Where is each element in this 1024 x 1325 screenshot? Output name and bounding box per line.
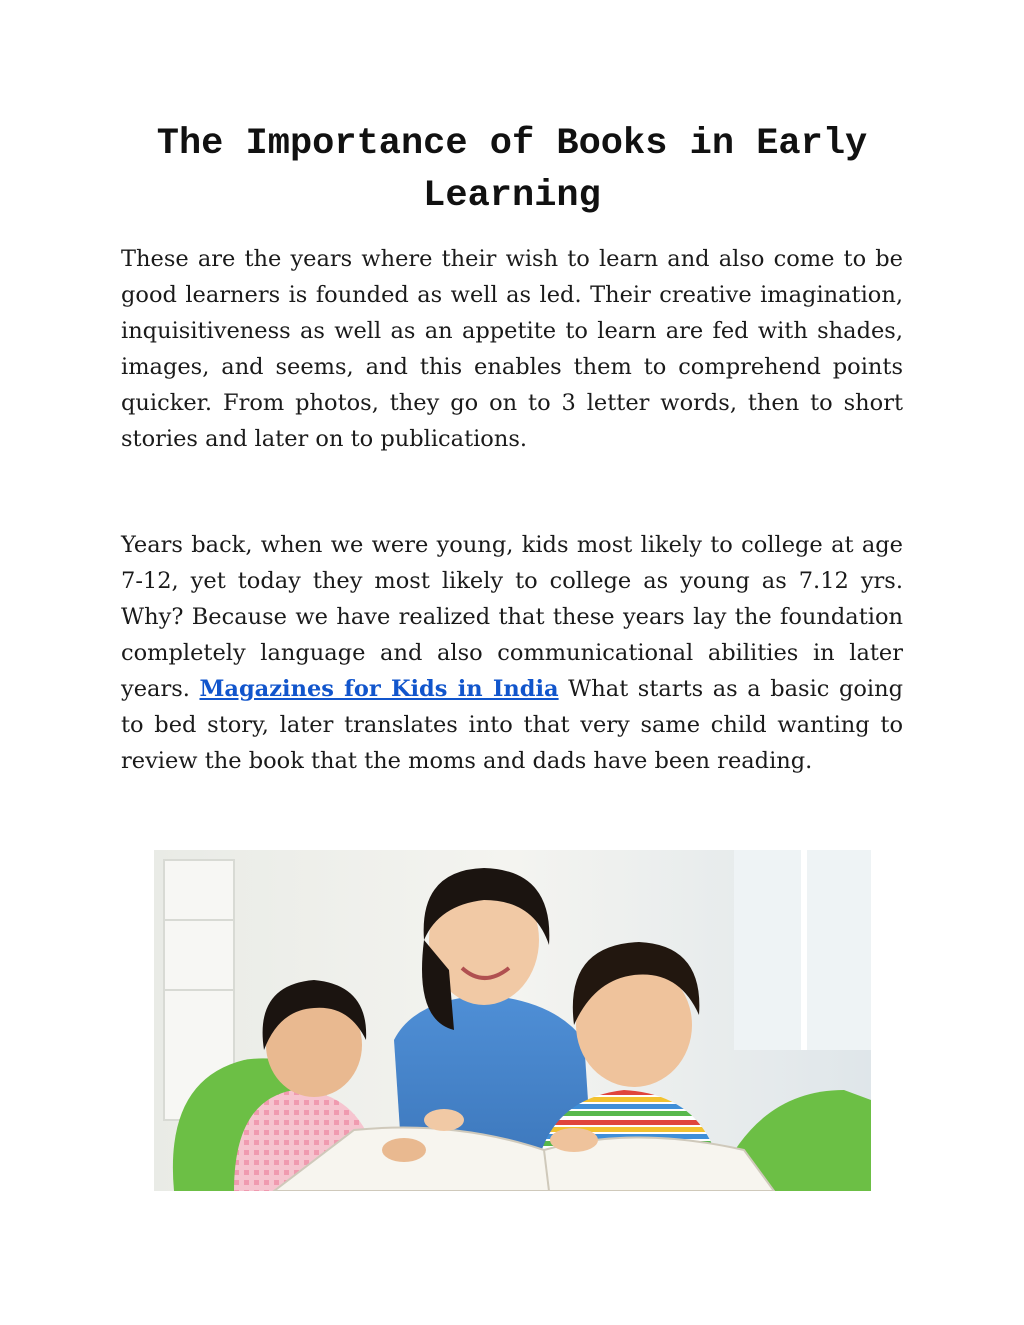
document-title: The Importance of Books in Early Learning [156,123,868,217]
magazines-link[interactable]: Magazines for Kids in India [199,676,559,702]
paragraph-2-text-before-link: Years back, when we were young, kids most likely to college at age 7-12, yet today they most likely to college as young as 7.12 yrs. Why? Because we have realized that these years lay the foundation completely language and also communicational abilities in later years. [121,532,903,702]
paragraph-1: These are the years where their wish to learn and also come to be good learners is founded as well as led. Their creative imagination, inquisitiveness as well as an appetite to learn are fed with shades, images, and seems, and this enables them to comprehend points quicker. From photos, they go on to 3 letter words, then to short stories and later on to publications. [121,246,903,452]
paragraph-2-text-after-link: What starts as a basic going to bed story, later translates into that very same child wanting to review the book that the moms and dads have been reading. [121,676,903,774]
paragraph-2 [121,527,903,779]
mother-and-children-reading-photo [154,850,871,1191]
